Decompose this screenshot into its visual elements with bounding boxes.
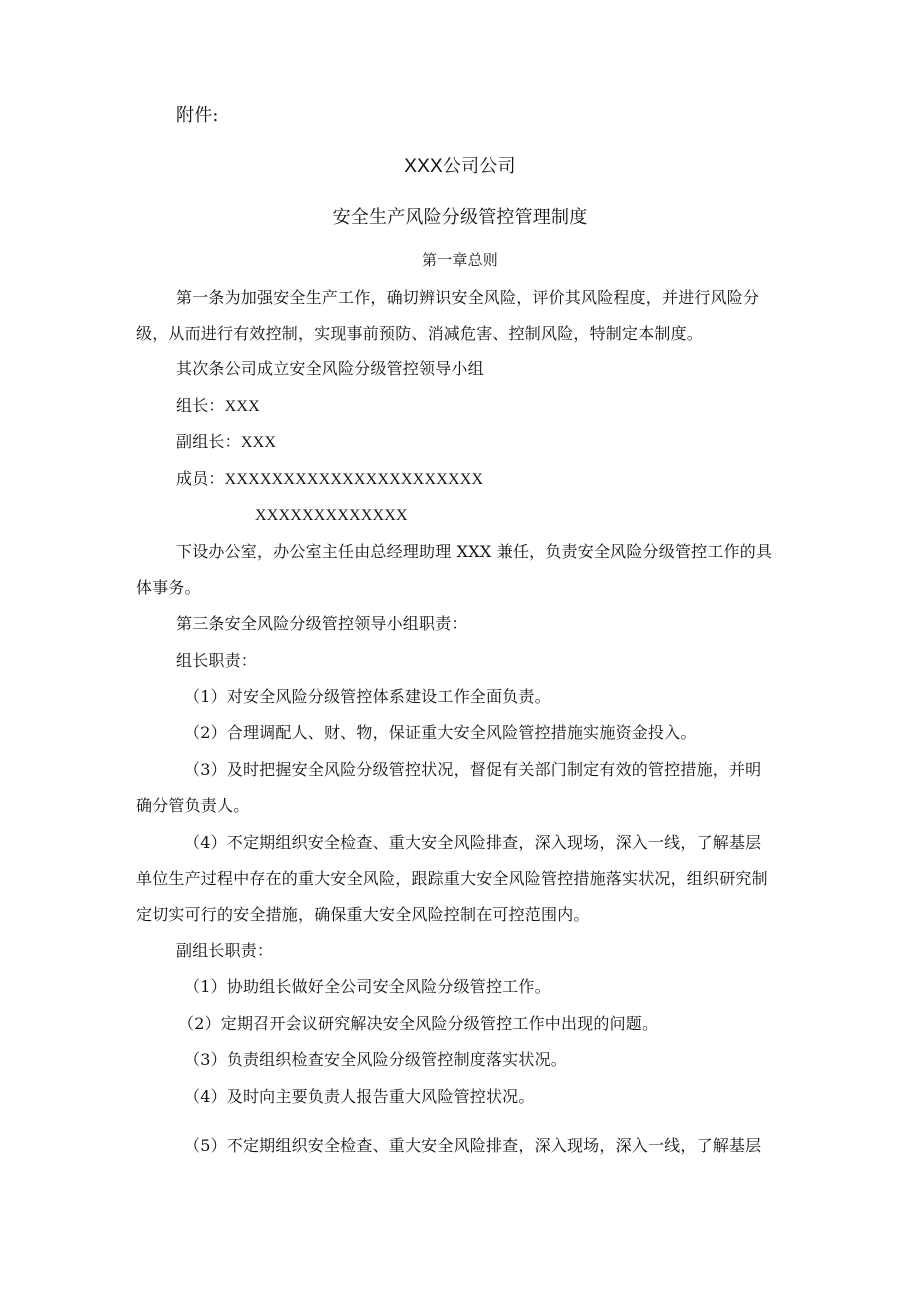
leader-duty-4-line-3: 定切实可行的安全措施，确保重大安全风险控制在可控范围内。: [136, 905, 590, 924]
deputy-value: XXX: [240, 434, 277, 451]
deputy-duty-2: （2）定期召开会议研究解决安全风险分级管控工作中出现的问题。: [178, 1014, 659, 1033]
company-name-latin: XXX: [404, 156, 443, 177]
article-2: 其次条公司成立安全风险分级管控领导小组: [176, 359, 484, 378]
deputy-duty-1: （1）协助组长做好全公司安全风险分级管控工作。: [184, 977, 551, 996]
deputy-row: [176, 432, 276, 453]
chapter-title: 第一章总则: [421, 251, 498, 269]
leader-duty-2: （2）合理调配人、财、物，保证重大安全风险管控措施实施资金投入。: [184, 723, 697, 742]
article-3: 第三条安全风险分级管控领导小组职责：: [176, 614, 468, 633]
document-title: 安全生产风险分级管控管理制度: [332, 207, 588, 228]
deputy-duty-4: （4）及时向主要负责人报告重大风险管控状况。: [184, 1087, 535, 1106]
company-name-cn: 公司公司: [442, 156, 516, 177]
leader-duties-heading: 组长职责：: [176, 651, 258, 670]
leader-duty-3-line-2: 确分管负责人。: [136, 796, 250, 815]
leader-duty-3-line-1: （3）及时把握安全风险分级管控状况，督促有关部门制定有效的管控措施，并明: [184, 760, 762, 779]
deputy-label: 副组长：: [176, 432, 241, 451]
members-row: [176, 469, 483, 490]
article-1-line-2: 级，从而进行有效控制，实现事前预防、消减危害、控制风险，特制定本制度。: [136, 324, 704, 343]
deputy-duties-heading: 副组长职责：: [176, 941, 274, 960]
leader-label: 组长：: [176, 396, 225, 415]
members-label: 成员：: [176, 469, 225, 488]
members-value-line-2: XXXXXXXXXXXXX: [255, 507, 408, 524]
leader-value: XXX: [224, 398, 260, 415]
company-name: [0, 155, 920, 179]
deputy-duty-5-line-1: （5）不定期组织安全检查、重大安全风险排查，深入现场，深入一线，了解基层: [184, 1136, 762, 1155]
deputy-duty-3: （3）负责组织检查安全风险分级管控制度落实状况。: [184, 1050, 567, 1069]
attachment-label: 附件:: [176, 105, 219, 126]
office-line-2: 体事务。: [136, 578, 201, 597]
leader-duty-4-line-2: 单位生产过程中存在的重大安全风险，跟踪重大安全风险管控措施落实状况，组织研究制: [136, 869, 768, 888]
article-1-line-1: 第一条为加强安全生产工作，确切辨识安全风险，评价其风险程度，并进行风险分: [176, 288, 760, 307]
leader-duty-1: （1）对安全风险分级管控体系建设工作全面负责。: [184, 687, 551, 706]
members-value-line-1: XXXXXXXXXXXXXXXXXXXXXX: [224, 471, 484, 488]
office-line-1: 下设办公室，办公室主任由总经理助理 XXX 兼任，负责安全风险分级管控工作的具: [176, 542, 773, 561]
leader-row: [176, 396, 260, 417]
leader-duty-4-line-1: （4）不定期组织安全检查、重大安全风险排查，深入现场，深入一线，了解基层: [184, 833, 762, 852]
